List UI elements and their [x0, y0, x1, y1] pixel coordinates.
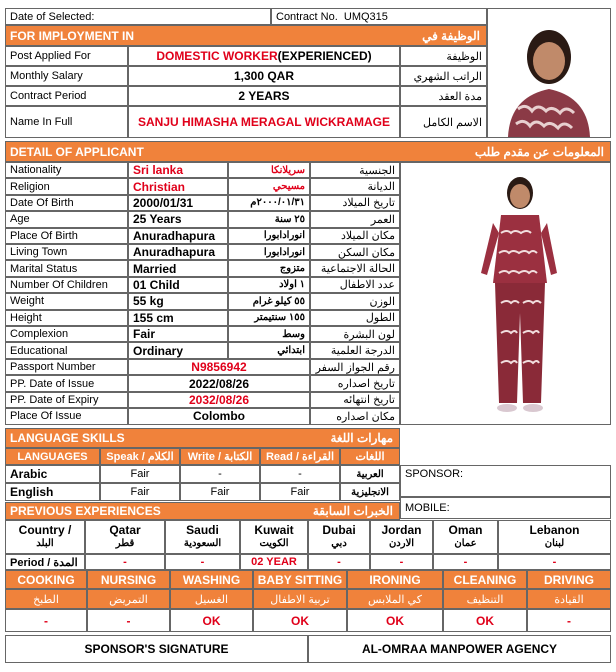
applicant-row-value: Anuradhapura [128, 228, 228, 244]
applicant-row-value: 55 kg [128, 293, 228, 309]
applicant-row-label-ar: الجنسية [310, 162, 400, 178]
applicant-row-label-ar: مكان السكن [310, 244, 400, 260]
contract-number [271, 8, 487, 25]
passport-row-value: Colombo [128, 408, 310, 424]
period-value: - [165, 554, 240, 570]
applicant-row-label-ar: الوزن [310, 293, 400, 309]
applicant-row-label: Marital Status [5, 260, 128, 276]
applicant-row-value-ar: متزوج [228, 260, 310, 276]
language-title-ar: مهارات اللغة [330, 431, 393, 445]
applicant-row-value-ar: انورادابورا [228, 244, 310, 260]
date-of-selected [5, 8, 271, 25]
applicant-row-label: Complexion [5, 326, 128, 342]
employment-row-label: Contract Period [5, 86, 128, 106]
mobile-label: MOBILE: [405, 502, 450, 514]
lang-col-speak [100, 448, 180, 465]
sponsor-field[interactable] [400, 465, 611, 497]
applicant-row-value-ar: مسيحي [228, 178, 310, 194]
skill-name: CLEANING [443, 570, 527, 589]
passport-photo-image [488, 9, 610, 137]
country-ar: دبي [331, 538, 347, 549]
country-5 [370, 520, 433, 554]
lang-col-languages-label: LANGUAGES [17, 450, 88, 463]
period-value: - [370, 554, 433, 570]
applicant-row-label: Nationality [5, 162, 128, 178]
applicant-row-label-ar: الطول [310, 310, 400, 326]
skill-value: OK [443, 609, 527, 632]
full-body-photo [400, 162, 611, 425]
applicant-row-label-ar: الديانة [310, 178, 400, 194]
applicant-row-value: Fair [128, 326, 228, 342]
employment-row-label-ar: الوظيفة [400, 46, 487, 66]
experience-title-ar: الخبرات السابقة [312, 504, 393, 518]
skill-value: - [87, 609, 170, 632]
employment-value-text: 2 YEARS [238, 89, 290, 103]
experience-title: PREVIOUS EXPERIENCES [10, 504, 161, 518]
passport-row-label-ar: مكان اصداره [310, 408, 400, 424]
passport-row-label: Place Of Issue [5, 408, 128, 424]
applicant-row-label: Number Of Children [5, 277, 128, 293]
skill-name: DRIVING [527, 570, 611, 589]
country-3 [240, 520, 308, 554]
country-en: Qatar [109, 523, 141, 537]
applicant-row-value-ar: ٢٥ سنة [228, 211, 310, 227]
country-en: Jordan [381, 523, 422, 537]
skill-value: OK [170, 609, 253, 632]
employment-title-ar: الوظيفة في [422, 28, 480, 43]
lang-col-ar-label: اللغات [355, 451, 385, 463]
lang-col-read [260, 448, 340, 465]
period-label: Period / المدة [5, 554, 85, 570]
country-ar: الكويت [259, 538, 289, 549]
country-ar: عمان [454, 538, 477, 549]
passport-photo [487, 8, 611, 138]
applicant-row-value-ar: انورادابورا [228, 228, 310, 244]
employment-value-text: 1,300 QAR [233, 69, 295, 83]
employment-title: FOR IMPLOYMENT IN [10, 28, 134, 43]
applicant-row-label: Height [5, 310, 128, 326]
country-ar: البلد [36, 538, 54, 549]
skill-value: OK [253, 609, 347, 632]
language-name-ar: الانجليزية [340, 483, 400, 501]
passport-row-label-ar: رقم الجواز السفر [310, 359, 400, 375]
employment-value-text: SANJU HIMASHA MERAGAL WICKRAMAGE [138, 115, 390, 129]
applicant-row-value-ar: ١٥٥ سنتيمتر [228, 310, 310, 326]
skill-name: IRONING [347, 570, 443, 589]
lang-col-ar [340, 448, 400, 465]
applicant-row-value: Sri lanka [128, 162, 228, 178]
applicant-row-label-ar: الحالة الاجتماعية [310, 260, 400, 276]
passport-row-label: PP. Date of Expiry [5, 392, 128, 408]
skill-value: - [527, 609, 611, 632]
employment-value-rest: (EXPERIENCED) [277, 49, 372, 63]
country-en: Kuwait [254, 523, 294, 537]
country-en: Country / [18, 523, 72, 537]
applicant-title-ar: المعلومات عن مقدم طلب [474, 144, 604, 159]
applicant-row-label: Age [5, 211, 128, 227]
skill-name: NURSING [87, 570, 170, 589]
applicant-row-label-ar: العمر [310, 211, 400, 227]
country-1 [85, 520, 165, 554]
full-body-photo-image [401, 163, 610, 424]
country-2 [165, 520, 240, 554]
applicant-row-value: Christian [128, 178, 228, 194]
passport-row-label: PP. Date of Issue [5, 375, 128, 391]
applicant-row-label: Weight [5, 293, 128, 309]
skill-name: WASHING [170, 570, 253, 589]
agency-name [308, 635, 611, 663]
language-read: Fair [260, 483, 340, 501]
applicant-row-value: 25 Years [128, 211, 228, 227]
applicant-row-value-ar: ٥٥ كيلو غرام [228, 293, 310, 309]
applicant-row-label-ar: الدرجة العلمية [310, 342, 400, 358]
lang-col-write-label: Write / الكتابة [187, 451, 253, 463]
applicant-row-value: 2000/01/31 [128, 195, 228, 211]
period-value: - [85, 554, 165, 570]
skill-name-ar: التمريض [87, 589, 170, 609]
language-name-ar: العربية [340, 465, 400, 483]
period-value: - [498, 554, 611, 570]
period-value: 02 YEAR [240, 554, 308, 570]
applicant-row-label: Date Of Birth [5, 195, 128, 211]
applicant-row-value: 01 Child [128, 277, 228, 293]
period-value: - [433, 554, 498, 570]
applicant-row-label-ar: مكان الميلاد [310, 228, 400, 244]
language-read: - [260, 465, 340, 483]
passport-row-label: Passport Number [5, 359, 128, 375]
sponsor-label: SPONSOR: [405, 468, 464, 480]
sponsor-signature [5, 635, 308, 663]
country-7 [498, 520, 611, 554]
skill-value: OK [347, 609, 443, 632]
employment-row-label-ar: مدة العقد [400, 86, 487, 106]
skill-name-ar: القيادة [527, 589, 611, 609]
passport-row-label-ar: تاريخ انتهائه [310, 392, 400, 408]
applicant-row-label-ar: تاريخ الميلاد [310, 195, 400, 211]
country-ar: قطر [115, 538, 135, 549]
contract-value: UMQ315 [343, 10, 388, 23]
country-ar: لبنان [544, 538, 565, 549]
passport-row-value: N9856942 [128, 359, 310, 375]
employment-row-label: Name In Full [5, 106, 128, 138]
lang-col-read-label: Read / القراءة [265, 451, 335, 463]
employment-row-value [128, 46, 400, 66]
employment-row-label-ar: الراتب الشهري [400, 66, 487, 86]
applicant-row-label: Living Town [5, 244, 128, 260]
skill-name-ar: كي الملابس [347, 589, 443, 609]
language-name: Arabic [5, 465, 100, 483]
lang-col-speak-label: Speak / الكلام [106, 451, 174, 463]
employment-row-label-ar: الاسم الكامل [400, 106, 487, 138]
country-en: Oman [448, 523, 483, 537]
skill-name-ar: تربية الاطفال [253, 589, 347, 609]
applicant-title: DETAIL OF APPLICANT [10, 144, 144, 159]
passport-row-value: 2022/08/26 [128, 375, 310, 391]
skill-value: - [5, 609, 87, 632]
passport-row-label-ar: تاريخ اصداره [310, 375, 400, 391]
experience-header [5, 502, 400, 520]
applicant-row-value: 155 cm [128, 310, 228, 326]
language-name: English [5, 483, 100, 501]
sponsor-signature-label: SPONSOR'S SIGNATURE [84, 642, 229, 656]
language-title: LANGUAGE SKILLS [10, 431, 125, 445]
language-write: Fair [180, 483, 260, 501]
contract-label: Contract No. [276, 10, 338, 23]
employment-row-label: Monthly Salary [5, 66, 128, 86]
skill-name: BABY SITTING [253, 570, 347, 589]
applicant-row-value-ar: ابتدائي [228, 342, 310, 358]
country-6 [433, 520, 498, 554]
language-header [5, 428, 400, 448]
applicant-header [5, 141, 611, 162]
passport-row-value: 2032/08/26 [128, 392, 310, 408]
applicant-row-value: Anuradhapura [128, 244, 228, 260]
applicant-row-value-ar: ١ اولاد [228, 277, 310, 293]
country-4 [308, 520, 370, 554]
employment-row-value [128, 66, 400, 86]
lang-col-languages [5, 448, 100, 465]
country-ar: الاردن [388, 538, 415, 549]
applicant-row-label-ar: عدد الاطفال [310, 277, 400, 293]
applicant-row-label: Religion [5, 178, 128, 194]
applicant-row-label-ar: لون البشرة [310, 326, 400, 342]
skill-name-ar: التنظيف [443, 589, 527, 609]
employment-row-value [128, 86, 400, 106]
country-ar: السعودية [183, 538, 222, 549]
agency-name-label: AL-OMRAA MANPOWER AGENCY [361, 642, 558, 656]
date-label: Date of Selected: [10, 10, 95, 23]
country-en: Lebanon [529, 523, 580, 537]
employment-row-value [128, 106, 400, 138]
language-speak: Fair [100, 483, 180, 501]
skill-name-ar: الغسيل [170, 589, 253, 609]
skill-name: COOKING [5, 570, 87, 589]
applicant-row-label: Place Of Birth [5, 228, 128, 244]
skill-name-ar: الطبخ [5, 589, 87, 609]
language-write: - [180, 465, 260, 483]
employment-header [5, 25, 487, 46]
language-speak: Fair [100, 465, 180, 483]
country-en: Saudi [186, 523, 219, 537]
applicant-row-value-ar: وسط [228, 326, 310, 342]
applicant-row-value-ar: ٢٠٠٠/٠١/٣١م [228, 195, 310, 211]
country-0 [5, 520, 85, 554]
applicant-row-value: Ordinary [128, 342, 228, 358]
applicant-row-value-ar: سريلانكا [228, 162, 310, 178]
mobile-field[interactable] [400, 497, 611, 519]
applicant-row-value: Married [128, 260, 228, 276]
applicant-row-label: Educational [5, 342, 128, 358]
period-value: - [308, 554, 370, 570]
country-en: Dubai [322, 523, 356, 537]
lang-col-write [180, 448, 260, 465]
employment-row-label: Post Applied For [5, 46, 128, 66]
employment-value-red: DOMESTIC WORKER [156, 49, 278, 63]
